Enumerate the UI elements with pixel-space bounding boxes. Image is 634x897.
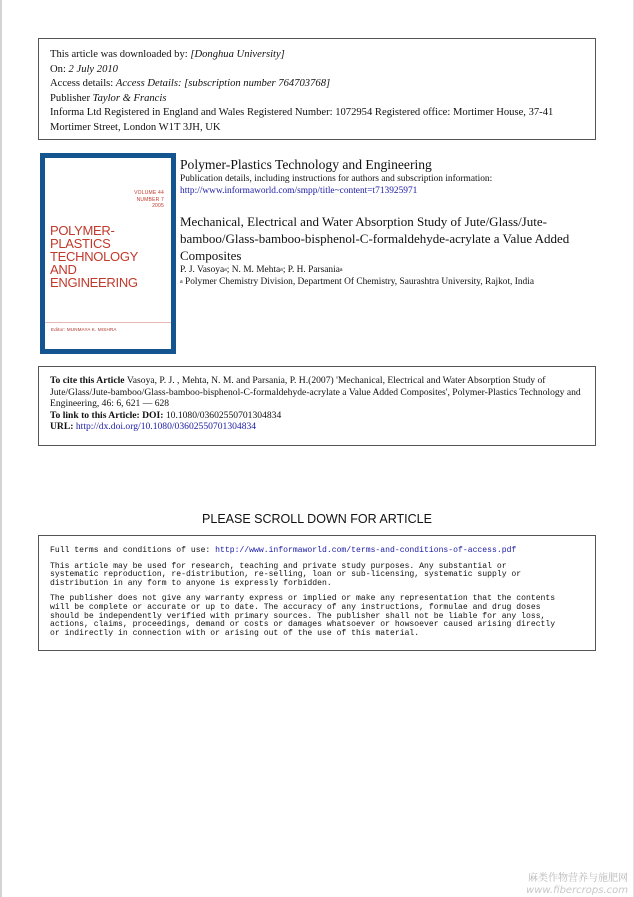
cite-label: To cite this Article xyxy=(50,375,127,386)
usage-line: This article may be used for research, teaching and private study purposes. Any substantial or xyxy=(50,561,507,571)
watermark-url: www.fibercrops.com xyxy=(526,885,628,896)
download-date-value: 2 July 2010 xyxy=(68,63,118,75)
cover-volume-info xyxy=(134,190,164,210)
disclaimer-line: should be independently verified with primary sources. The publisher shall not be liable for any loss, xyxy=(50,611,546,621)
cover-title-line: POLYMER-PLASTICS xyxy=(50,223,115,251)
doi-url-link[interactable]: http://dx.doi.org/10.1080/03602550701304834 xyxy=(75,421,257,433)
full-terms-line xyxy=(50,547,585,556)
access-details-line xyxy=(50,77,585,92)
disclaimer-line: will be complete or accurate or up to date. The accuracy of any instructions, formulae and drug doses xyxy=(50,602,541,612)
informa-registration: Informa Ltd Registered in England and Wales Registered Number: 1072954 Registered office: Mortimer House, 37-41 Mortimer Street, London W1T 3JH, UK xyxy=(50,107,554,133)
journal-name: Polymer-Plastics Technology and Engineering xyxy=(180,157,432,172)
disclaimer-line: The publisher does not give any warranty express or implied or make any representation that the contents xyxy=(50,594,556,604)
affiliation-marker: a xyxy=(280,267,283,273)
article-title: Mechanical, Electrical and Water Absorption Study of Jute/Glass/Jute-bamboo/Glass-bamboo-bisphenol-C-formaldehyde-acrylate a Value Added Composites xyxy=(180,214,570,263)
cite-text: Vasoya, P. J. , Mehta, N. M. and Parsania, P. H.(2007) 'Mechanical, Electrical and Water Absorption Study of Jute/Glass/Jute-bamboo/Glass-bamboo-bisphenol-C-formaldehyde-acrylate a Value Added Composites', Polymer-Plastics Technology and Engineering, 46: 6, 621 — 628 xyxy=(50,375,581,410)
downloaded-by-line xyxy=(50,48,585,63)
publisher-line xyxy=(50,92,585,107)
author-affiliation xyxy=(180,276,534,288)
disclaimer-line: actions, claims, proceedings, demand or costs or damages whatsoever or howsoever caused arising directly xyxy=(50,620,556,630)
cite-this-article xyxy=(50,375,585,410)
affiliation-marker: a xyxy=(339,267,343,273)
cover-year: 2005 xyxy=(152,203,164,209)
publication-details: Publication details, including instructions for authors and subscription information: xyxy=(180,174,493,184)
journal-cover-inner xyxy=(45,158,171,349)
journal-info xyxy=(180,156,596,197)
full-terms-label: Full terms and conditions of use: xyxy=(50,546,216,555)
cover-editor: Editor: MUNMAYA K. MISHRA xyxy=(51,327,117,332)
doi-line xyxy=(50,410,585,422)
cover-title-line: TECHNOLOGY xyxy=(50,249,139,264)
author-name: ; P. H. Parsania xyxy=(282,265,340,275)
citation-box xyxy=(38,366,596,446)
article-authors xyxy=(180,264,343,276)
usage-line: systematic reproduction, re-distribution, re-selling, loan or sub-licensing, systematic supply or xyxy=(50,570,522,580)
journal-cover-image[interactable] xyxy=(40,153,176,354)
disclaimer-paragraph xyxy=(50,595,585,638)
terms-box xyxy=(38,535,596,651)
terms-url-link[interactable]: http://www.informaworld.com/terms-and-conditions-of-access.pdf xyxy=(215,546,517,555)
affiliation-text: Polymer Chemistry Division, Department Of Chemistry, Saurashtra University, Rajkot, India xyxy=(182,277,535,287)
usage-line: distribution in any form to anyone is expressly forbidden. xyxy=(50,578,332,588)
doi-value: 10.1080/03602550701304834 xyxy=(165,409,282,421)
affiliation-marker: a xyxy=(180,279,183,285)
publisher-label: Publisher xyxy=(50,92,93,104)
downloaded-by-value: [Donghua University] xyxy=(190,49,285,60)
usage-paragraph xyxy=(50,563,585,589)
cover-rule xyxy=(45,322,171,323)
cover-volume: VOLUME 44 xyxy=(134,190,164,196)
page-edge-left xyxy=(0,0,2,897)
access-details-value: Access Details: [subscription number 764703768] xyxy=(115,78,331,90)
cover-title xyxy=(50,224,171,289)
link-label: To link to this Article: DOI: xyxy=(50,409,166,421)
downloaded-by-label: This article was downloaded by: xyxy=(50,49,191,60)
journal-url-link[interactable]: http://www.informaworld.com/smpp/title~content=t713925971 xyxy=(180,186,418,196)
download-date-line xyxy=(50,63,585,78)
affiliation-marker: a xyxy=(224,267,227,273)
scroll-notice: PLEASE SCROLL DOWN FOR ARTICLE xyxy=(202,512,432,526)
author-name: P. J. Vasoya xyxy=(180,265,225,275)
download-info-box xyxy=(38,38,596,140)
doi-url-line xyxy=(50,421,585,433)
author-name: ; N. M. Mehta xyxy=(226,265,281,275)
cover-title-line: AND xyxy=(50,262,77,277)
url-label: URL: xyxy=(50,421,76,433)
cover-title-line: ENGINEERING xyxy=(50,275,138,290)
download-date-label: On: xyxy=(50,63,69,75)
disclaimer-line: or indirectly in connection with or arising out of the use of this material. xyxy=(50,628,420,638)
watermark-chinese: 麻类作物营养与施肥网 xyxy=(528,873,628,884)
cover-number: NUMBER 7 xyxy=(136,196,164,203)
access-details-label: Access details: xyxy=(50,78,116,90)
publisher-value: Taylor & Francis xyxy=(92,92,167,104)
